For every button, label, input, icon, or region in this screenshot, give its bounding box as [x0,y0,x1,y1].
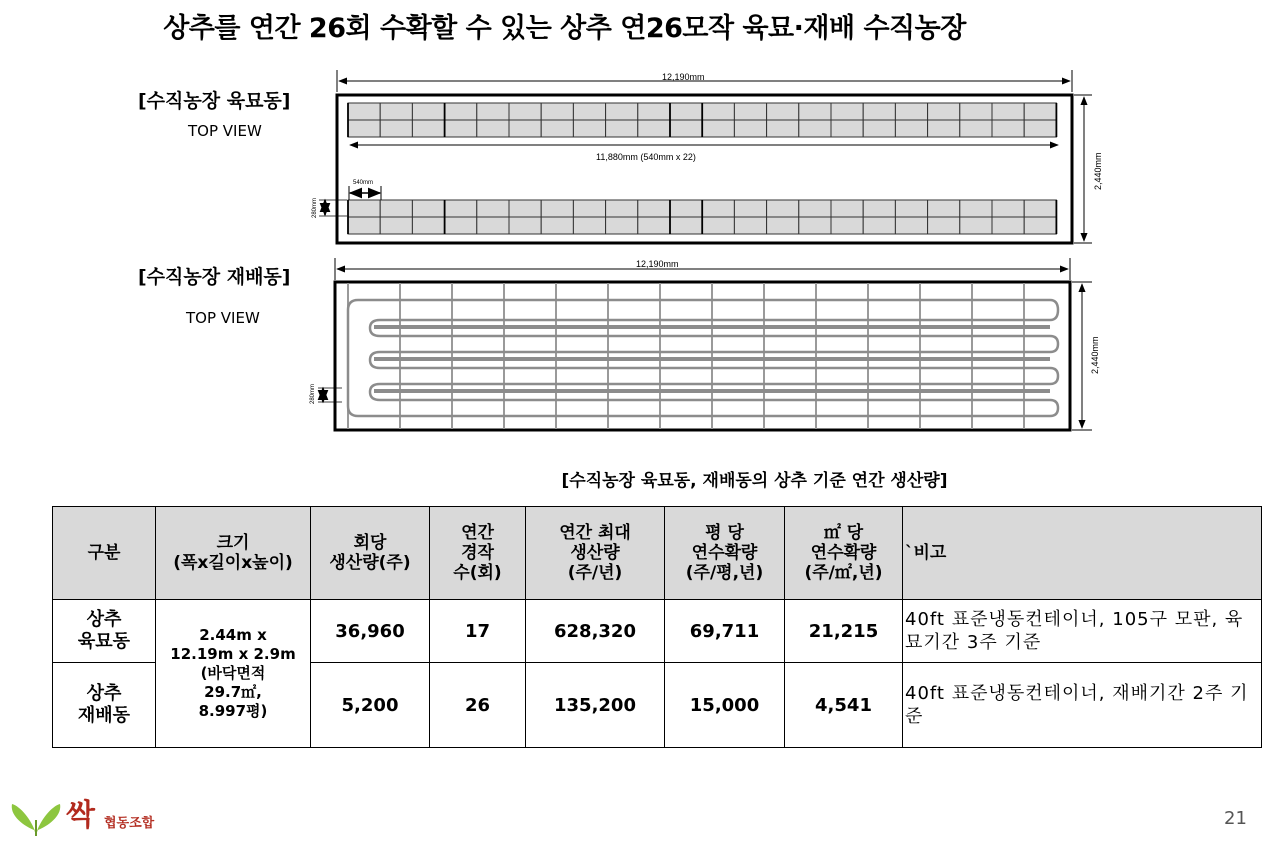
tray-cell [509,103,541,120]
tray-cell [992,103,1024,120]
tray-cell [477,103,509,120]
tray-cell [412,103,444,120]
cell-note: 40ft 표준냉동컨테이너, 재배기간 2주 기준 [903,663,1262,748]
tray-cell [863,217,895,234]
tray-cell [573,120,605,137]
tray-cell [702,103,734,120]
row-label: 상추 육묘동 [53,600,156,663]
tray-cell [895,217,927,234]
header-category: 구분 [53,507,156,600]
tray-cell [638,120,670,137]
cell-cycles: 26 [430,663,526,748]
tray-cell [992,217,1024,234]
tray-cell [638,200,670,217]
cell-annual-max: 135,200 [526,663,665,748]
nursery-row-text: 280mm [312,197,318,218]
tray-cell [348,217,380,234]
tray-cell [412,120,444,137]
cultivation-section-label: [수직농장 재배동] [138,266,291,288]
tray-cell [1024,217,1056,234]
tray-cell [541,200,573,217]
cell-per-cycle: 36,960 [311,600,430,663]
tray-cell [573,200,605,217]
page-number: 21 [1224,808,1247,829]
tray-cell [606,217,638,234]
tray-cell [638,217,670,234]
tray-cell [895,120,927,137]
nursery-cell-text: 540mm [353,180,374,186]
tray-cell [799,217,831,234]
tray-cell [541,103,573,120]
tray-cell [380,103,412,120]
size-cell: 2.44m x 12.19m x 2.9m (바닥면적 29.7㎡, 8.997평) [156,600,311,748]
cultivation-floorplan [310,258,1100,430]
tray-cell [541,217,573,234]
tray-cell [895,103,927,120]
header-size: 크기 (폭x길이x높이) [156,507,311,600]
logo-main-text: 싹 [66,798,95,833]
tray-cell [1024,120,1056,137]
tray-cell [863,200,895,217]
tray-cell [412,217,444,234]
tray-cell [734,200,766,217]
tray-cell [477,217,509,234]
tray-cell [509,200,541,217]
tray-cell [831,120,863,137]
tray-cell [412,200,444,217]
tray-cell [831,217,863,234]
header-annual-max: 연간 최대 생산량 (주/년) [526,507,665,600]
tray-cell [863,103,895,120]
header-per-pyeong: 평 당 연수확량 (주/평,년) [665,507,785,600]
cultivation-width-text: 12,190mm [636,259,679,269]
header-cycles: 연간 경작 수(회) [430,507,526,600]
production-table [52,506,1262,748]
tray-cell [606,103,638,120]
tray-cell [831,200,863,217]
tray-cell [477,200,509,217]
cell-per-pyeong: 69,711 [665,600,785,663]
cultivation-row-text: 280mm [310,383,316,404]
tray-cell [702,217,734,234]
nursery-height-text: 2,440mm [1093,152,1103,190]
tray-cell [928,120,960,137]
nursery-rack-text: 11,880mm (540mm x 22) [596,152,696,162]
tray-cell [1024,200,1056,217]
tray-cell [992,120,1024,137]
nursery-floorplan [312,70,1103,243]
tray-cell [348,103,380,120]
tray-cell [606,200,638,217]
header-note: `비고 [903,507,1262,600]
tray-cell [767,103,799,120]
tray-cell [348,120,380,137]
tray-cell [638,103,670,120]
tray-cell [606,120,638,137]
cultivation-container-outline [335,282,1070,430]
row-label: 상추 재배동 [53,663,156,748]
tray-cell [928,103,960,120]
table-header-row [53,507,1262,600]
tray-cell [445,217,477,234]
tray-cell [477,120,509,137]
page-title: 상추를 연간 26회 수확할 수 있는 상추 연26모작 육묘·재배 수직농장 [163,13,966,44]
tray-cell [799,120,831,137]
sprout-icon [8,790,64,840]
tray-cell [960,103,992,120]
cultivation-height-text: 2,440mm [1090,336,1100,374]
cell-per-m2: 21,215 [785,600,903,663]
nursery-view-label: TOP VIEW [188,122,262,140]
header-per-m2: ㎡ 당 연수확량 (주/㎡,년) [785,507,903,600]
tray-cell [767,200,799,217]
cell-note: 40ft 표준냉동컨테이너, 105구 모판, 육묘기간 3주 기준 [903,600,1262,663]
cell-per-m2: 4,541 [785,663,903,748]
nursery-tray-row-top [348,103,1056,137]
tray-cell [767,120,799,137]
cell-annual-max: 628,320 [526,600,665,663]
table-caption: [수직농장 육묘동, 재배동의 상추 기준 연간 생산량] [561,471,948,491]
tray-cell [670,120,702,137]
tray-cell [767,217,799,234]
tray-cell [734,217,766,234]
logo-sub-text: 협동조합 [104,816,155,831]
tray-cell [863,120,895,137]
tray-cell [348,200,380,217]
tray-cell [380,200,412,217]
tray-cell [445,200,477,217]
header-per-cycle: 회당 생산량(주) [311,507,430,600]
nursery-section-label: [수직농장 육묘동] [138,90,291,112]
tray-cell [541,120,573,137]
tray-cell [380,217,412,234]
tray-cell [992,200,1024,217]
tray-cell [1024,103,1056,120]
tray-cell [445,103,477,120]
nursery-width-text: 12,190mm [662,72,705,82]
tray-cell [509,217,541,234]
tray-cell [573,103,605,120]
tray-cell [960,120,992,137]
tray-cell [799,103,831,120]
cultivation-view-label: TOP VIEW [186,309,260,327]
table-row [53,600,1262,663]
tray-cell [960,200,992,217]
tray-cell [928,200,960,217]
cell-per-pyeong: 15,000 [665,663,785,748]
tray-cell [380,120,412,137]
tray-cell [960,217,992,234]
tray-cell [702,120,734,137]
tray-cell [895,200,927,217]
tray-cell [445,120,477,137]
tray-cell [509,120,541,137]
tray-cell [702,200,734,217]
tray-cell [670,200,702,217]
cell-per-cycle: 5,200 [311,663,430,748]
tray-cell [831,103,863,120]
tray-cell [734,103,766,120]
tray-cell [734,120,766,137]
tray-cell [928,217,960,234]
tray-cell [573,217,605,234]
cooperative-logo [8,790,168,840]
nursery-tray-row-bottom [348,200,1056,234]
tray-cell [799,200,831,217]
cell-cycles: 17 [430,600,526,663]
tray-cell [670,217,702,234]
tray-cell [670,103,702,120]
